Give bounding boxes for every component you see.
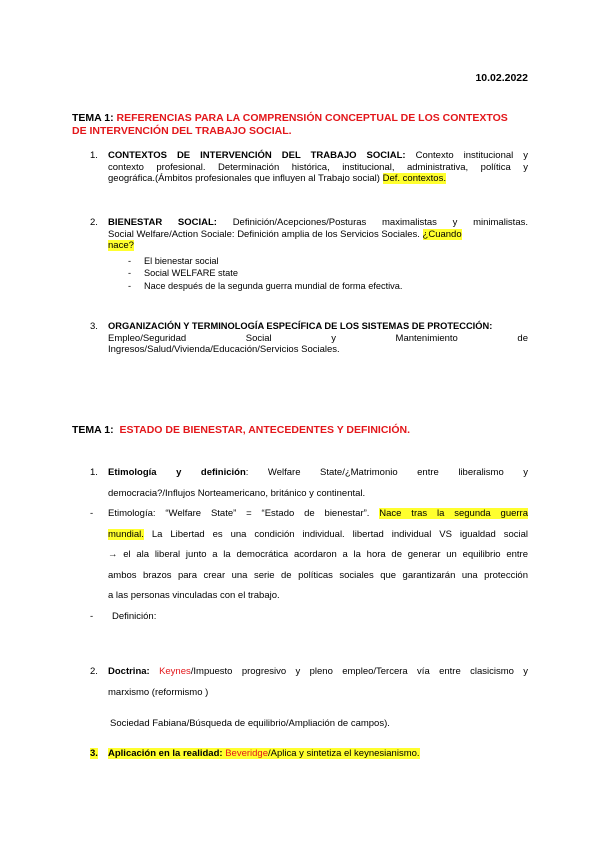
tema1-prefix: TEMA 1: [72, 112, 114, 124]
keynes-name: Keynes [159, 666, 191, 677]
list2-item-3: 3. Aplicación en la realidad: Beveridge/Aplica y sintetiza el keynesianismo. [90, 748, 420, 759]
list2-item-1: 1. Etimología y definición: Welfare State/¿Matrimonio entre liberalismo y democracia?/Influjos Norteamericano, británico y continental. [90, 467, 529, 499]
highlight-cuando: ¿Cuando [422, 228, 462, 240]
list1-item-2: 2. BIENESTAR SOCIAL: Definición/Acepciones/Posturas maximalistas y minimalistas. Social Welfare/Action Sociale: Definición amplia de los Servicios Sociales. ¿Cuando nace? - El bienestar social - Social WELFARE state - Nace después de la segunda guerra mundial de forma efectiva. [90, 217, 528, 291]
item-heading: Aplicación en la realidad: [108, 748, 223, 759]
tema1-second-prefix: TEMA 1: [72, 424, 114, 436]
list2-item-2-continuation: Sociedad Fabiana/Búsqueda de equilibrio/Ampliación de campos). [110, 718, 390, 729]
list1-item-3: 3. ORGANIZACIÓN Y TERMINOLOGÍA ESPECÍFICA DE LOS SISTEMAS DE PROTECCIÓN: Empleo/Seguridad Social y Mantenimiento de Ingresos/Salud/Vivienda/Educación/Servicios Sociales. [90, 321, 528, 355]
list-number: 1. [90, 467, 98, 478]
highlight-nace: nace? [108, 240, 134, 251]
list-number: 1. [90, 150, 98, 161]
tema1-title-line2: DE INTERVENCIÓN DEL TRABAJO SOCIAL. [72, 125, 292, 137]
tema1-heading [72, 112, 532, 138]
list2-dash-1: - Etimología: “Welfare State” = “Estado de bienestar”. Nace tras la segunda guerra mundial. La Libertad es una condición individual. libertad individual VS igualdad social → el ala liberal junto a la democrática acordaron a la hora de generar un equilibrio entre ambos brazos para crear una serie de políticas sociales que garantizarán una protección a las personas vinculadas con el trabajo. [90, 508, 528, 601]
document-date: 10.02.2022 [475, 72, 528, 84]
bullet-list [128, 255, 528, 293]
item-heading: CONTEXTOS DE INTERVENCIÓN DEL TRABAJO SOCIAL: [108, 150, 406, 161]
item-heading: Doctrina: [108, 666, 150, 677]
highlight-nace-tras: Nace tras la segunda guerra [379, 508, 528, 519]
list-item: - Nace después de la segunda guerra mundial de forma efectiva. [128, 280, 403, 291]
item-heading: ORGANIZACIÓN Y TERMINOLOGÍA ESPECÍFICA DE LOS SISTEMAS DE PROTECCIÓN: [108, 321, 493, 331]
tema1-title-line1: REFERENCIAS PARA LA COMPRENSIÓN CONCEPTUAL DE LOS CONTEXTOS [116, 112, 508, 124]
item-heading: Etimología y definición [108, 467, 246, 478]
highlight-def-contextos: Def. contextos. [382, 173, 446, 184]
list-item: - El bienestar social [128, 255, 219, 266]
list-number: 3. [90, 748, 98, 759]
highlight-mundial: mundial. [108, 528, 144, 540]
list-number: 3. [90, 321, 98, 332]
list2-item-2: 2. Doctrina: Keynes/Impuesto progresivo y pleno empleo/Tercera vía entre clasicismo y marxismo (reformismo ) [90, 666, 529, 698]
list1-item-1: 1. CONTEXTOS DE INTERVENCIÓN DEL TRABAJO SOCIAL: Contexto institucional y contexto profesional. Determinación histórica, institucional, administrativa, política y geográfica.(Ámbitos profesionales que influyen al Trabajo social) Def. contextos. [90, 150, 529, 184]
tema1-second-heading [72, 424, 410, 437]
list-item: - Social WELFARE state [128, 268, 238, 278]
item-heading: BIENESTAR SOCIAL: [108, 217, 217, 228]
tema1-second-title: ESTADO DE BIENESTAR, ANTECEDENTES Y DEFINICIÓN. [119, 424, 411, 436]
list-number: 2. [90, 217, 98, 228]
beveridge-name: Beveridge [225, 748, 268, 759]
list-number: 2. [90, 666, 98, 677]
list2-dash-2: - Definición: [90, 611, 157, 622]
